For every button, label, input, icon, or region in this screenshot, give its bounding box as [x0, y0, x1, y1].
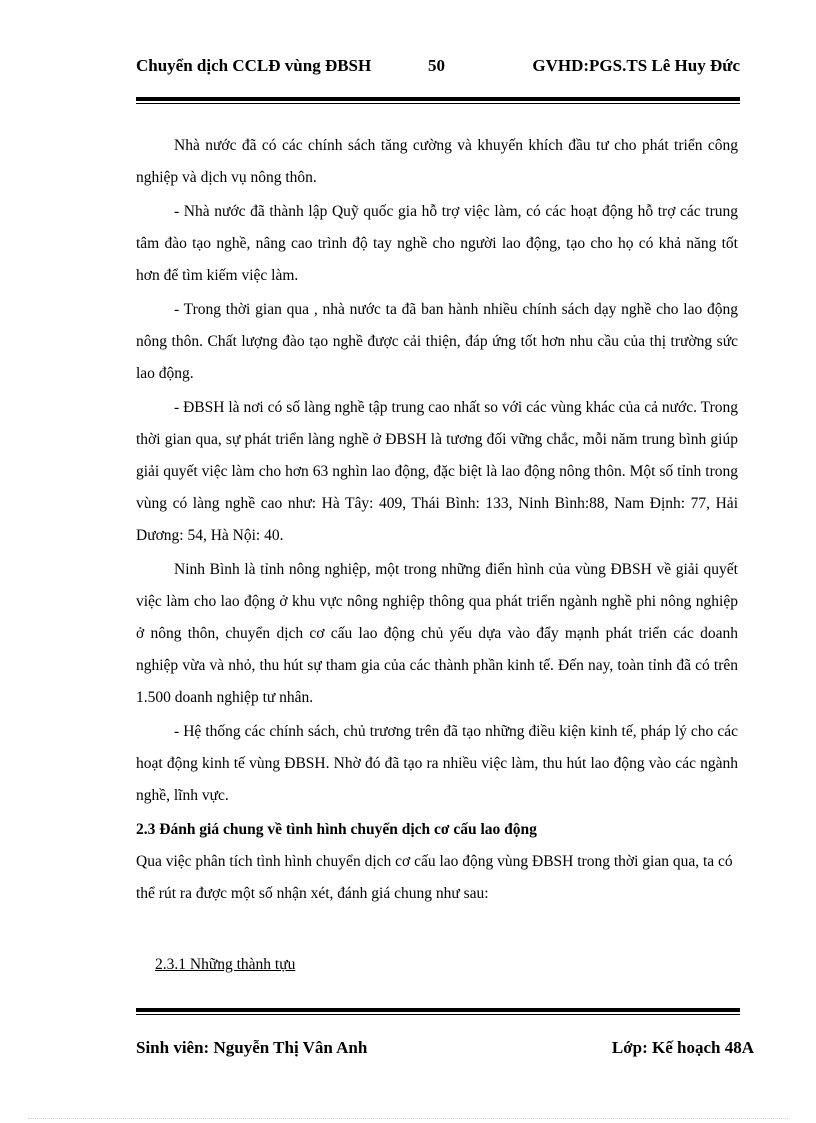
paragraph: - Trong thời gian qua , nhà nước ta đã ban hành nhiều chính sách dạy nghề cho lao động nông thôn. Chất lượng đào tạo nghề được cải thiện, đáp ứng tốt hơn nhu cầu của thị trường sức lao động.: [136, 301, 738, 382]
footer-rule-thin: [136, 1014, 740, 1015]
paragraph: - Nhà nước đã thành lập Quỹ quốc gia hỗ trợ việc làm, có các hoạt động hỗ trợ các trung tâm đào tạo nghề, nâng cao trình độ tay nghề cho người lao động, tạo cho họ có khả năng tốt hơn để tìm kiếm việc làm.: [136, 203, 738, 284]
body-content: [136, 130, 738, 910]
footer-rule: [136, 1008, 740, 1015]
page-number: 50: [428, 56, 445, 75]
footer-class: Lớp: Kế hoạch 48A: [611, 1038, 754, 1057]
header-rule-thick: [136, 97, 740, 101]
page-bottom-dotted-line: [28, 1118, 788, 1119]
header-title: Chuyển dịch CCLĐ vùng ĐBSH: [136, 56, 372, 75]
footer-student: Sinh viên: Nguyễn Thị Vân Anh: [136, 1038, 368, 1057]
subsection-heading: 2.3.1 Những thành tựu: [155, 956, 296, 973]
page-footer: [136, 1038, 754, 1062]
header-supervisor: GVHD:PGS.TS Lê Huy Đức: [532, 56, 740, 75]
footer-rule-thick: [136, 1008, 740, 1012]
header-rule: [136, 97, 740, 104]
section-intro: Qua việc phân tích tình hình chuyển dịch cơ cấu lao động vùng ĐBSH trong thời gian qua, ta có thể rút ra được một số nhận xét, đánh giá chung như sau:: [136, 853, 733, 902]
header-rule-thin: [136, 103, 740, 104]
paragraph: Nhà nước đã có các chính sách tăng cường và khuyến khích đầu tư cho phát triển công nghiệp và dịch vụ nông thôn.: [136, 137, 738, 186]
section-heading: 2.3 Đánh giá chung về tình hình chuyển dịch cơ cấu lao động: [136, 821, 537, 838]
paragraph: - ĐBSH là nơi có số làng nghề tập trung cao nhất so với các vùng khác của cả nước. Trong thời gian qua, sự phát triển làng nghề ở ĐBSH là tương đối vững chắc, mỗi năm trung bình giúp giải quyết việc làm cho hơn 63 nghìn lao động, đặc biệt là lao động nông thôn. Một số tỉnh trong vùng có làng nghề cao như: Hà Tây: 409, Thái Bình: 133, Ninh Bình:88, Nam Định: 77, Hải Dương: 54, Hà Nội: 40.: [136, 399, 738, 544]
paragraph: Ninh Bình là tỉnh nông nghiệp, một trong những điển hình của vùng ĐBSH về giải quyết việc làm cho lao động ở khu vực nông nghiệp thông qua phát triển ngành nghề phi nông nghiệp ở nông thôn, chuyển dịch cơ cấu lao động chủ yếu dựa vào đẩy mạnh phát triển các doanh nghiệp vừa và nhỏ, thu hút sự tham gia của các thành phần kinh tế. Đến nay, toàn tỉnh đã có trên 1.500 doanh nghiệp tư nhân.: [136, 561, 738, 706]
page-header: [136, 56, 740, 78]
paragraph: - Hệ thống các chính sách, chủ trương trên đã tạo những điều kiện kinh tế, pháp lý cho các hoạt động kinh tế vùng ĐBSH. Nhờ đó đã tạo ra nhiều việc làm, thu hút lao động vào các ngành nghề, lĩnh vực.: [136, 723, 738, 804]
